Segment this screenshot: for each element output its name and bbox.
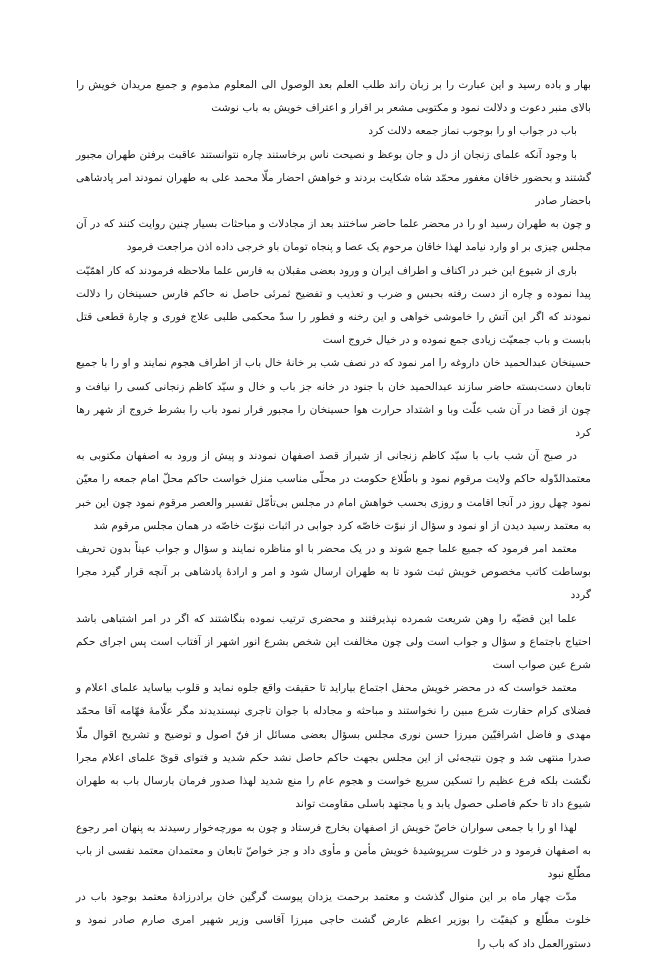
paragraph-5: باری از شیوع این خبر در اکناف و اطراف ایران و ورود بعضی مقبلان به فارس علما ملاحظه فرمودند که کار اهمّیّت پیدا نموده و چاره از دست رفته بحبس و ضرب و تعذیب و تفضیح ثمرئی حاصل نه حاکم فارس حسینخان را دلالت نمودند که اگر این آتش را خاموشی خواهی و این رخنه و فطور را سدّ محکمی طلبی علاج فوری و چارهٔ قطعی قتل بابست و باب جمعیّت زیادی جمع نموده و در خیال خروج است — [76, 264, 591, 347]
paragraph-11: لهذا او را با جمعی سواران خاصّ خویش از اصفهان بخارج فرستاد و چون به مورچه‌خوار رسیدند به پنهان امر رجوع به اصفهان فرمود و در خلوت سرپوشیدهٔ خویش مأمن و مأوی داد و جز خواصّ تابعان و معتمدان معتمد نفسی از باب مطّلع نبود — [76, 821, 591, 880]
paragraph-12: مدّت چهار ماه بر این منوال گذشت و معتمد برحمت یزدان پیوست گرگین خان برادرزادهٔ معتمد بوجود باب در خلوت مطّلع و کیفیّت را بوزیر اعظم عارض گشت حاجی میرزا آقاسی وزیر شهیر امری صارم صادر نمود و دستورالعمل داد که باب را — [76, 891, 591, 950]
paragraph-10: معتمد خواست که در محضر خویش محفل اجتماع بیاراید تا حقیقت واقع جلوه نماید و قلوب بیاساید علمای اعلام و فضلای کرام حقارت شرع مبین را نخواستند و مباحثه و مجادله با جوان تاجری نپسندیدند مگر علّامهٔ فهّامه آقا محمّد مهدی و فاضل اشراقیّین میرزا حسن نوری مجلس بسؤال بعضی مسائل از فنّ اصول و توضیح و تشریح اقوال ملّا صدرا منتهی شد و چون نتیجه‌ئی از این مجلس بجهت حاکم حاصل نشد حکم شدید و فتوای قویّ علمای اعلام مجرا نگشت بلکه فرع عظیم را تسکین سریع خواست و هجوم عام را منع شدید لهذا صدور فرمان بارسال باب به طهران شیوع داد تا حکم فاصلی حصول یابد و یا مجتهد باسلی مقاومت تواند — [76, 682, 591, 811]
paragraph-6: حسینخان عبدالحمید خان داروغه را امر نمود که در نصف شب بر خانهٔ خال باب از اطراف هجوم نمایند و او را با جمیع تابعان دست‌بسته حاضر سازند عبدالحمید خان با جنود در خانه جز باب و خال و سیّد کاظم زنجانی کسی را نیافت و چون از قضا در آن شب علّت وبا و اشتداد حرارت هوا حسینخان را مجبور فرار نمود باب را بشرط خروج از شهر رها کرد — [76, 357, 591, 440]
paragraph-4: و چون به طهران رسید او را در محضر علما حاضر ساختند بعد از مجادلات و مباحثات بسیار چنین روایت کنند که در آن مجلس چیزی بر او وارد نیامد لهذا خاقان مرحوم یک عصا و پنجاه تومان باو خرجی داده اذن مراجعت فرمود — [76, 218, 591, 254]
paragraph-7: در صبح آن شب باب با سیّد کاظم زنجانی از شیراز قصد اصفهان نمودند و پیش از ورود به اصفهان مکتوبی به معتمدالدّوله حاکم ولایت مرقوم نمود و باطّلاع حکومت در محلّی مناسب منزل خواست حاکم محلّ امام جمعه را معیّن نمود چهل روز در آنجا اقامت و روزی بحسب خواهش امام در مجلس بی‌تأمّل تفسیر والعصر مرقوم نمود چون این خبر به معتمد رسید دیدن از او نمود و سؤال از نبوّت خاصّه کرد جوابی در اثبات نبوّت خاصّه در همان مجلس مرقوم شد — [76, 450, 591, 532]
paragraph-1: بهار و باده رسید و این عبارت را بر زبان راند طلب العلم بعد الوصول الی المعلوم مذموم و جمیع مریدان خویش را بالای منبر دعوت و دلالت نمود و مکتوبی مشعر بر اقرار و اعتراف خویش به باب نوشت — [76, 79, 592, 115]
paragraph-8: معتمد امر فرمود که جمیع علما جمع شوند و در یک محضر با او مناظره نمایند و سؤال و جواب عیناً بدون تحریف بوساطت کاتب مخصوص خویش ثبت شود تا به طهران ارسال شود و امر و ارادهٔ پادشاهی بر آنچه قرار گیرد مجرا گردد — [76, 543, 591, 602]
document-page — [76, 74, 591, 956]
paragraph-3: با وجود آنکه علمای زنجان از دل و جان بوعظ و نصیحت ناس برخاستند چاره نتوانستند عاقبت برفتن طهران مجبور گشتند و بحضور خاقان مغفور محمّد شاه شکایت بردند و خواهش احضار ملّا محمد علی به طهران نمودند امر پادشاهی باحضار صادر — [76, 148, 591, 208]
paragraph-9: علما این قضیّه را وهن شریعت شمرده نپذیرفتند و محضری ترتیب نموده بنگاشتند که اگر در امر اشتباهی باشد احتیاج باجتماع و سؤال و جواب است ولی چون مخالفت این شخص بشرع انور اشهر از آفتاب است پس اجرای حکم شرع عین صواب است — [76, 612, 591, 672]
paragraph-2: باب در جواب او را بوجوب نماز جمعه دلالت کرد — [368, 125, 577, 138]
